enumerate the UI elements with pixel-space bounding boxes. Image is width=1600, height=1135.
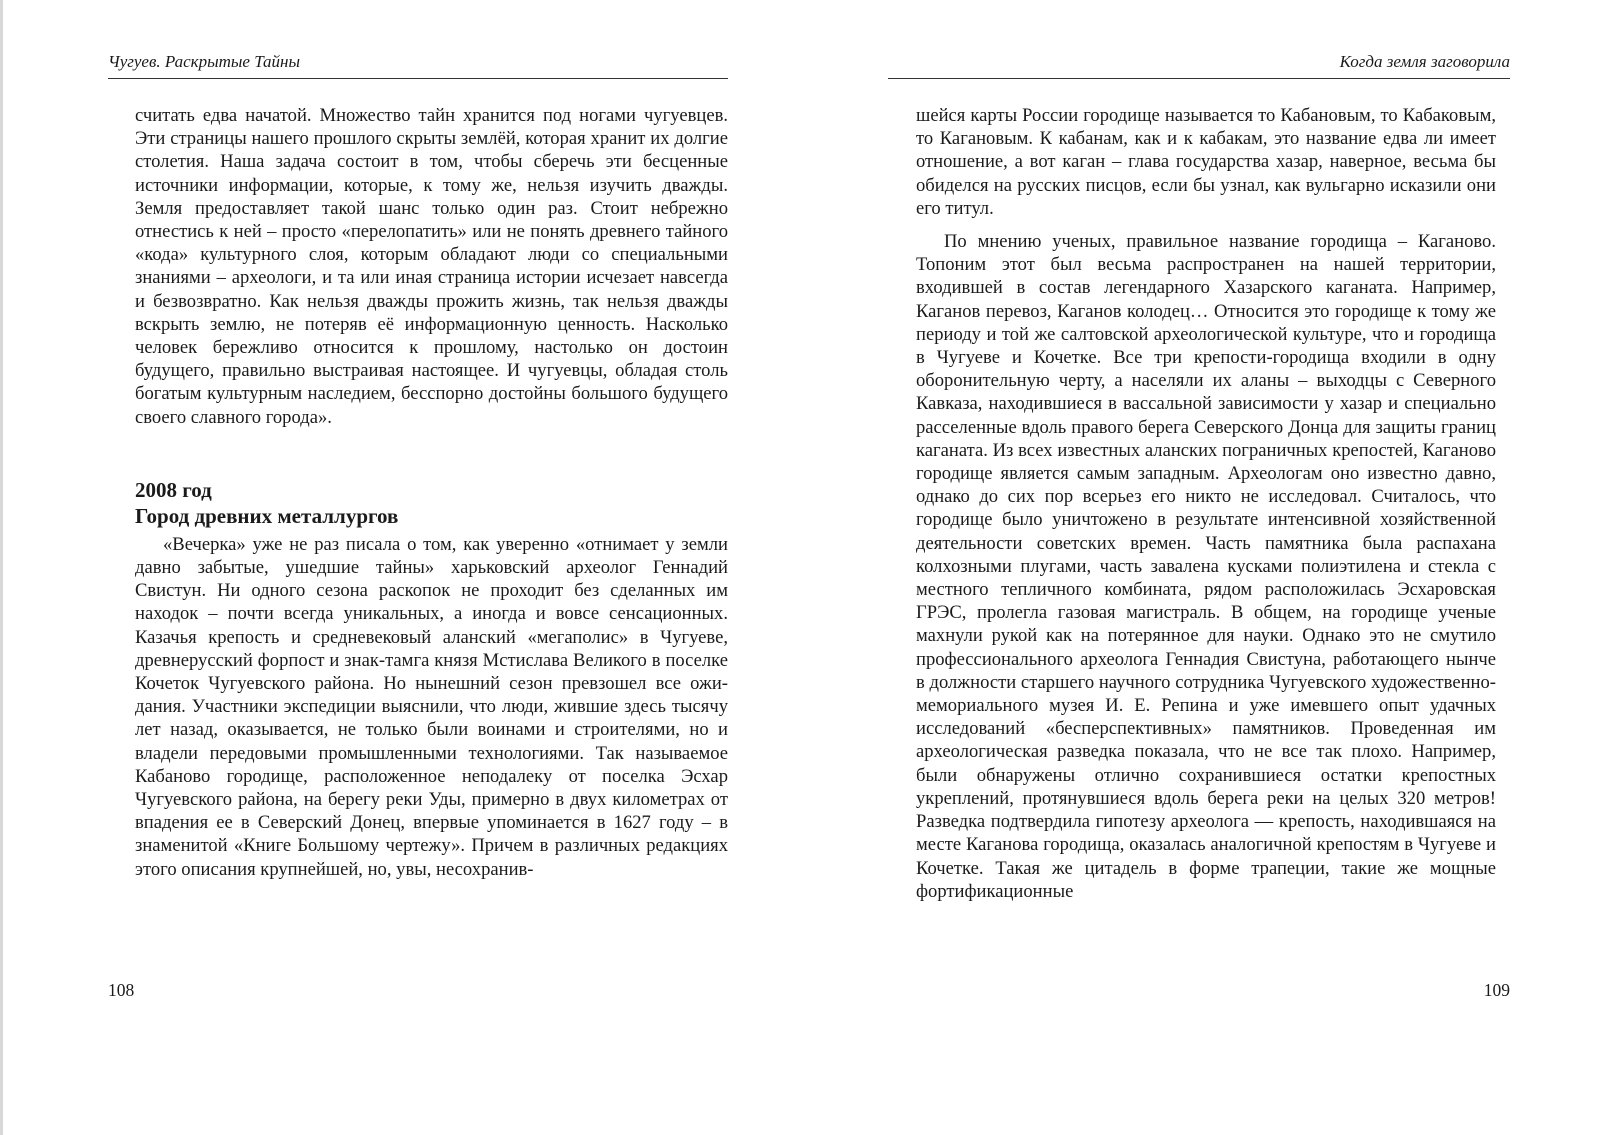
right-page (888, 0, 1510, 1135)
paragraph-1: шейся карты России городище называется то Кабановым, то Кабаковым, то Кагановым. К кабанам, как и к кабакам, это название едва ли имеет отношение, а вот каган – глава государства хазар, наверное, весьма бы обиделся на русских писцов, если бы узнал, как вульгарно исказили они его титул. (916, 105, 1496, 219)
article-paragraph: «Вечерка» уже не раз писала о том, как уверенно «отнимает у земли давно забытые, ушедшие тайны» харьковский археолог Геннадий Свистун. Ни одного сезона раскопок не проходит без сделанных им находок – почти всегда уникальных, а иногда и вовсе сенсационных. Казачья крепость и средневековый аланский «мегаполис» в Чугуеве, древнерусский форпост и знак-тамга князя Мстислава Великого в поселке Кочеток Чугуевского района. Но нынешний сезон превзошел все ожидания. Участники экспедиции выяснили, что люди, жившие здесь тысячу лет назад, оказывается, не только были воинами и строителями, но и владели передовыми промышленными технологиями. Так называемое Кабаново городище, расположенное неподалеку от поселка Эсхар Чугуевского района, на берегу реки Уды, примерно в двух километрах от впадения ее в Северский Донец, впервые упоминается в 1627 году – в знаменитой «Книге Большому чертежу». Причем в различных редакциях этого описания крупнейшей, но, увы, несохранив- (135, 533, 728, 880)
heading-title: Город древних металлургов (135, 503, 399, 528)
left-body-text (135, 104, 728, 881)
left-page (108, 0, 728, 1135)
section-heading (135, 477, 728, 529)
right-page-number: 109 (1483, 980, 1510, 1000)
intro-paragraph: считать едва начатой. Множество тайн хранится под ногами чугуевцев. Эти страницы нашего прошлого скрыты землёй, которая хранит их долгие столетия. Наша задача состоит в том, чтобы сберечь эти бесценные источники информации, которые, к тому же, нельзя изучить дважды. Земля предоставляет такой шанс только один раз. Стоит небрежно отнестись к ней – просто «перелопатить» или не понять древнего тайного «кода» культурного слоя, которым обладают люди со специальными знаниями – археологи, и та или иная страница истории исчезает навсегда и безвозвратно. Как нельзя дважды прожить жизнь, так нельзя дважды вскрыть землю, не потеряв её информационную ценность. Насколько человек бережливо относится к прошлому, настолько он достоин будущего, правильно выстраивая настоящее. И чугуевцы, обладая столь богатым культурным наследием, бесспорно достойны большого будущего своего славного города». (135, 105, 728, 428)
right-running-head: Когда земля заговорила (888, 52, 1510, 79)
left-running-head: Чугуев. Раскрытые Тайны (108, 52, 728, 79)
paragraph-2: По мнению ученых, правильное название городища – Каганово. Топоним этот был весьма распространен на нашей территории, входившей в состав легендарного Хазарского каганата. Например, Каганов перевоз, Каганов колодец… Относится это городище к тому же периоду и той же салтовской археологической культуре, что и городища в Чугуеве и Кочетке. Все три крепости-городища входили в одну оборонительную черту, а населяли их аланы – выходцы с Северного Кавказа, находившиеся в вассальной зависимости у хазар и специально расселенные вдоль правого берега Северского Донца для защиты границ каганата. Из всех известных аланских пограничных крепостей, Каганово городище является самым западным. Археологам оно известно давно, однако до сих пор всерьез его никто не исследовал. Считалось, что городище было уничтожено в результате интенсивной хозяйственной деятельности советских времен. Часть памятника была распахана колхозными плугами, часть завалена кусками полиэтилена и стекла с местного тепличного комбината, рядом расположилась Эсхаровская ГРЭС, пролегла газовая магистраль. В общем, на городище ученые махнули рукой как на потерянное для науки. Однако это не смутило профессионального археолога Геннадия Свистуна, работающего нынче в должности старшего научного сотрудника Чугуевского художественно-мемориального музея И. Е. Репина и уже имевшего опыт удачных исследований «бесперспективных» памятников. Проведенная им археологическая разведка показала, что не все так плохо. Например, были обнаружены отлично сохранившиеся остатки крепостных укреплений, протянувшиеся вдоль берега реки на целых 320 метров! Разведка подтвердила гипотезу археолога — крепость, находившаяся на месте Каганова городища, оказалась аналогичной крепостям в Чугуеве и Кочетке. Такая же цитадель в форме трапеции, такие же мощные фортификационные (916, 231, 1496, 902)
page-edge-shadow (0, 0, 3, 1135)
heading-year: 2008 год (135, 477, 212, 502)
left-page-number: 108 (108, 980, 135, 1000)
right-body-text (916, 104, 1496, 903)
